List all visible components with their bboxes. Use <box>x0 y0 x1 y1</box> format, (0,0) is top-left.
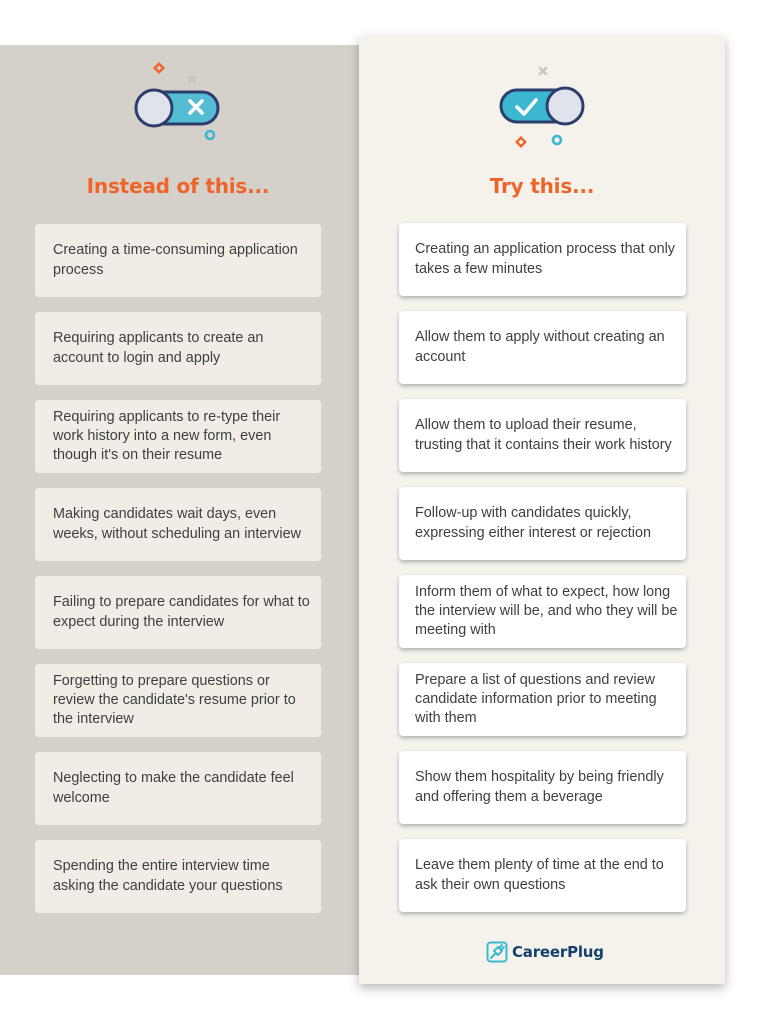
right-card: Leave them plenty of time at the end to ask their own questions <box>399 839 686 912</box>
left-card: Spending the entire interview time asking the candidate your questions <box>35 840 321 913</box>
left-card: Neglecting to make the candidate feel welcome <box>35 752 321 825</box>
left-card: Making candidates wait days, even weeks, without scheduling an interview <box>35 488 321 561</box>
left-card: Requiring applicants to create an account to login and apply <box>35 312 321 385</box>
toggle-on-check-icon <box>495 62 595 152</box>
left-heading: Instead of this... <box>86 174 270 198</box>
careerplug-logo <box>486 940 604 964</box>
right-heading: Try this... <box>489 174 595 198</box>
right-card: Follow-up with candidates quickly, expressing either interest or rejection <box>399 487 686 560</box>
right-card: Prepare a list of questions and review candidate information prior to meeting with them <box>399 663 686 736</box>
brand-name: CareerPlug <box>512 943 604 961</box>
left-card: Failing to prepare candidates for what to expect during the interview <box>35 576 321 649</box>
careerplug-logo-icon <box>486 941 508 963</box>
right-card: Inform them of what to expect, how long the interview will be, and who they will be meeting with <box>399 575 686 648</box>
right-card: Allow them to upload their resume, trusting that it contains their work history <box>399 399 686 472</box>
right-card: Allow them to apply without creating an account <box>399 311 686 384</box>
left-card: Forgetting to prepare questions or review the candidate's resume prior to the interview <box>35 664 321 737</box>
left-card: Requiring applicants to re-type their work history into a new form, even though it's on their resume <box>35 400 321 473</box>
right-card: Creating an application process that only takes a few minutes <box>399 223 686 296</box>
left-card: Creating a time-consuming application process <box>35 224 321 297</box>
right-card: Show them hospitality by being friendly and offering them a beverage <box>399 751 686 824</box>
toggle-off-x-icon <box>130 62 230 142</box>
